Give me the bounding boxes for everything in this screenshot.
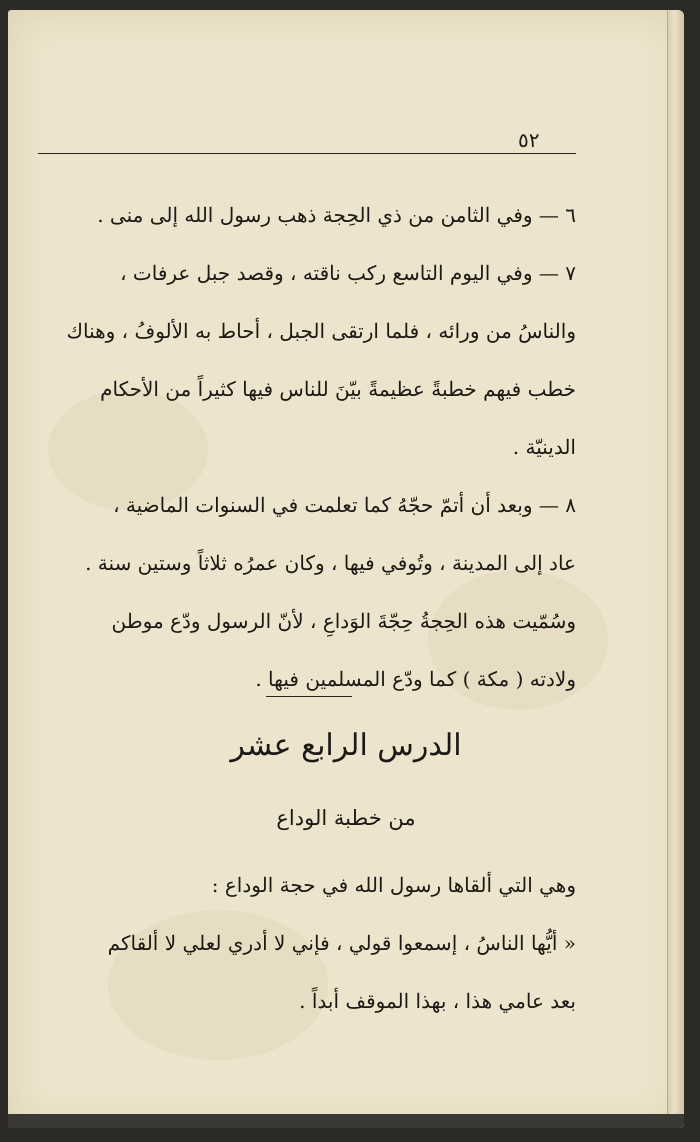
book-page [8,10,684,1128]
text-line: عاد إلى المدينة ، وتُوفي فيها ، وكان عمرُه ثلاثاً وستين سنة . [85,551,576,575]
page-bottom-shadow [8,1114,684,1128]
lesson-subtitle: من خطبة الوداع [276,806,416,830]
body-text-top [38,186,576,708]
page-edge [667,10,684,1128]
text-line: ٨ — وبعد أن أتمّ حجّهُ كما تعلمت في السنوات الماضية ، [113,493,576,517]
section-divider [266,696,352,697]
text-line: بعد عامي هذا ، بهذا الموقف أبداً . [299,989,576,1013]
text-line: وهي التي ألقاها رسول الله في حجة الوداع : [211,873,576,897]
text-line: « أيُّها الناسُ ، إسمعوا قولي ، فإني لا أدري لعلي لا ألقاكم [107,931,576,955]
lesson-title: الدرس الرابع عشر [230,728,462,763]
text-line: الدينيّة . [512,435,576,459]
header-rule [38,153,576,154]
text-line: وسُمّيت هذه الحِجةُ حِجّةَ الوَداعِ ، لأنّ الرسول ودّع موطن [111,609,576,633]
page-number: ٥٢ [518,128,540,152]
body-text-bottom [38,856,576,1030]
text-line: خطب فيهم خطبةً عظيمةً بيّنَ للناس فيها كثيراً من الأحكام [100,377,576,401]
text-line: والناسُ من ورائه ، فلما ارتقى الجبل ، أحاط به الألوفُ ، وهناك [66,319,576,343]
text-line: ٧ — وفي اليوم التاسع ركب ناقته ، وقصد جبل عرفات ، [120,261,576,285]
text-line: ولادته ( مكة ) كما ودّع المسلمين فيها . [255,667,576,691]
text-line: ٦ — وفي الثامن من ذي الحِجة ذهب رسول الله إلى منى . [97,203,576,227]
